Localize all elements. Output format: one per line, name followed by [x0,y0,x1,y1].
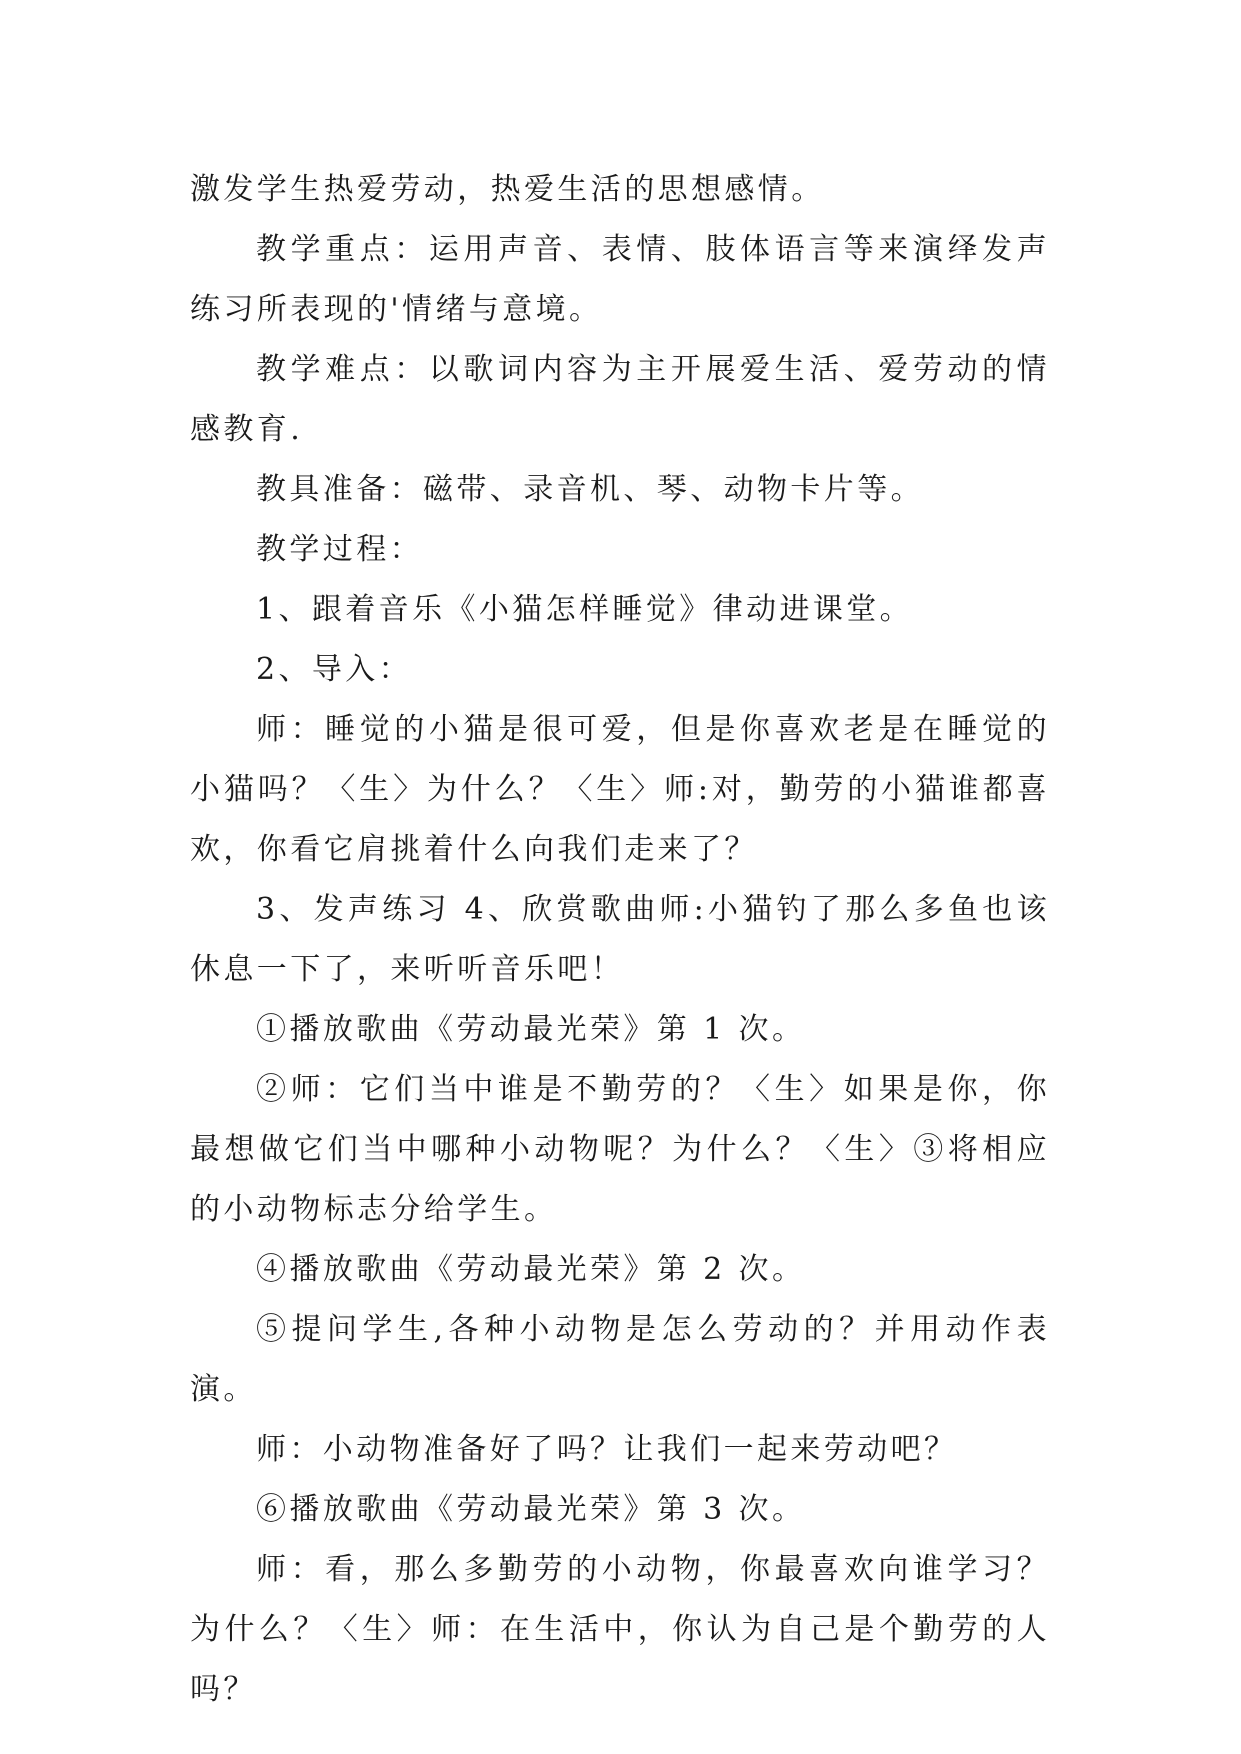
paragraph: ④播放歌曲《劳动最光荣》第 2 次。 [256,1252,806,1287]
paragraph-teaching-focus: 教学重点：运用声音、表情、肢体语言等来演绎发声练习所表现的'情绪与意境。 [190,232,1050,327]
document-body [190,160,1050,1720]
paragraph-teaching-aids: 教具准备：磁带、录音机、琴、动物卡片等。 [256,472,924,507]
paragraph: ⑤提问学生,各种小动物是怎么劳动的？并用动作表演。 [190,1312,1050,1407]
paragraph: 师：看，那么多勤劳的小动物，你最喜欢向谁学习？为什么？〈生〉师：在生活中，你认为自己是个勤劳的人吗？ [190,1552,1050,1707]
paragraph: 师：小动物准备好了吗？让我们一起来劳动吧？ [256,1432,958,1467]
paragraph-step-3-4: 3、发声练习 4、欣赏歌曲师:小猫钓了那么多鱼也该休息一下了，来听听音乐吧！ [190,892,1050,987]
paragraph-teaching-process-heading: 教学过程： [256,532,423,567]
paragraph: ①播放歌曲《劳动最光荣》第 1 次。 [256,1012,806,1047]
paragraph-step-1: 1、跟着音乐《小猫怎样睡觉》律动进课堂。 [256,592,914,627]
paragraph-teaching-difficulty: 教学难点：以歌词内容为主开展爱生活、爱劳动的情感教育. [190,352,1050,447]
paragraph: 师：睡觉的小猫是很可爱，但是你喜欢老是在睡觉的小猫吗？〈生〉为什么？〈生〉师:对，勤劳的小猫谁都喜欢，你看它肩挑着什么向我们走来了？ [190,712,1050,867]
paragraph: ②师：它们当中谁是不勤劳的？〈生〉如果是你，你最想做它们当中哪种小动物呢？为什么？〈生〉③将相应的小动物标志分给学生。 [190,1072,1050,1227]
paragraph: ⑥播放歌曲《劳动最光荣》第 3 次。 [256,1492,806,1527]
paragraph-step-2: 2、导入： [256,652,413,687]
paragraph: 激发学生热爱劳动，热爱生活的思想感情。 [190,172,825,207]
